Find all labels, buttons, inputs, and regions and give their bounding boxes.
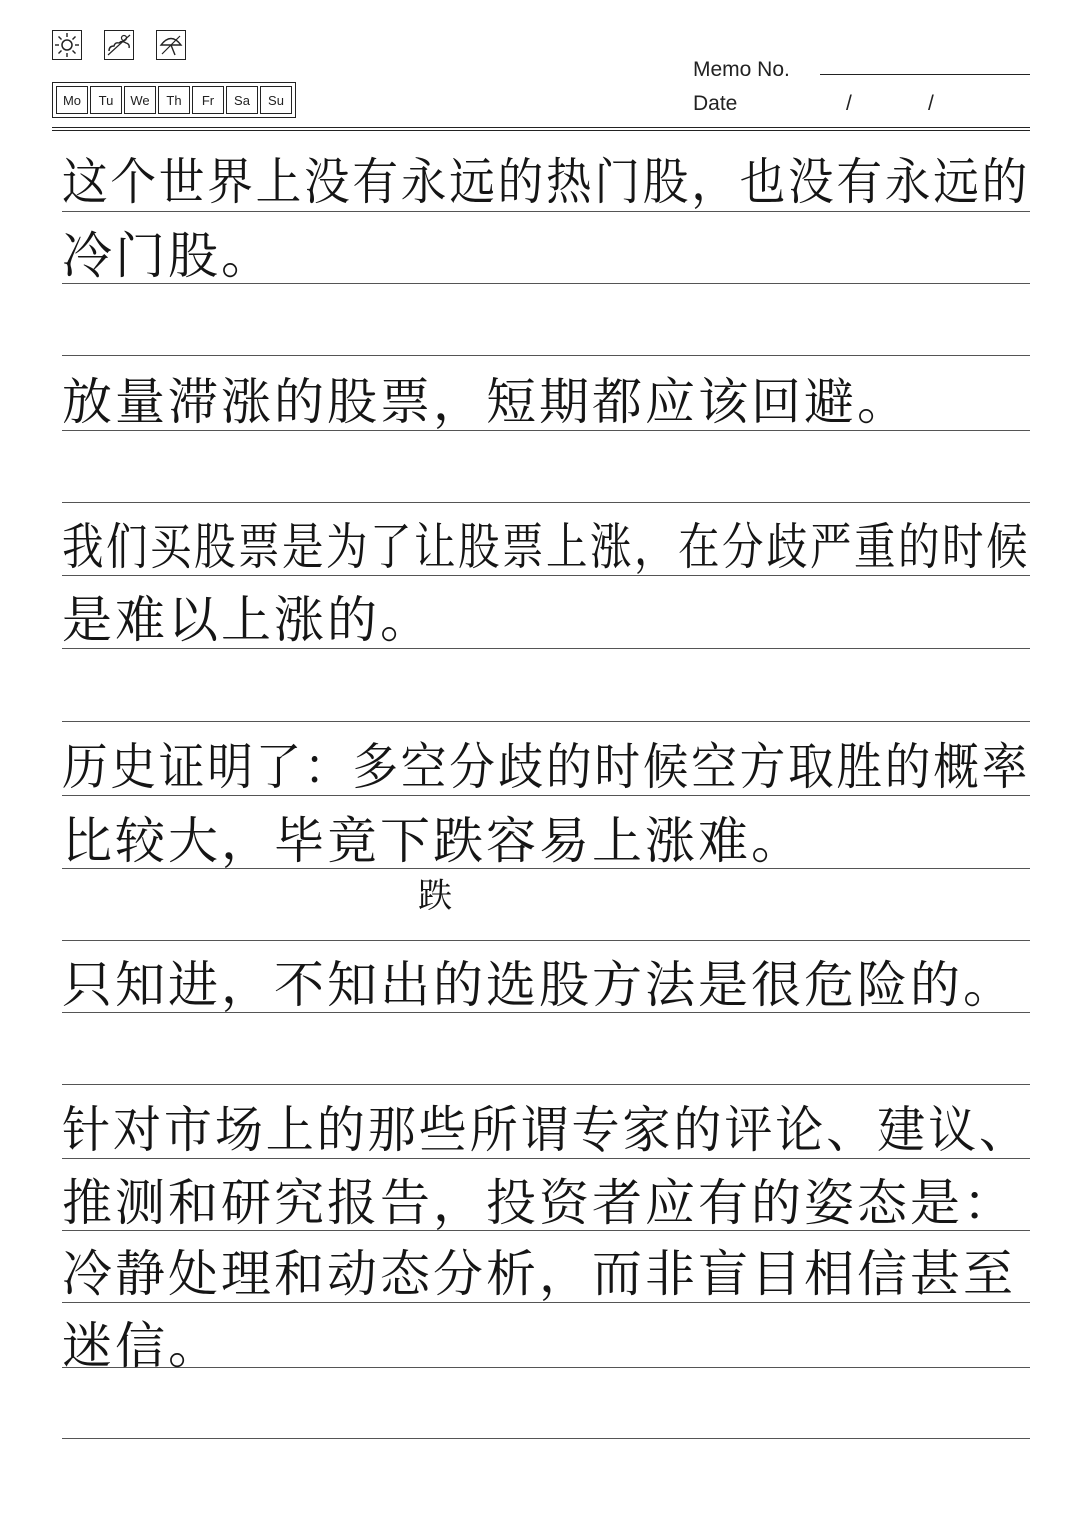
weekday-th: Th bbox=[158, 86, 190, 114]
ruled-line bbox=[62, 1438, 1030, 1439]
date-label: Date bbox=[693, 92, 738, 115]
note-1-line-2: 冷门股。 bbox=[62, 227, 274, 285]
ruled-line bbox=[62, 940, 1030, 941]
note-4-line-2: 比较大，毕竟下跌容易上涨难。 bbox=[62, 812, 804, 870]
weekday-we: We bbox=[124, 86, 156, 114]
weekday-mo: Mo bbox=[56, 86, 88, 114]
weekday-fr: Fr bbox=[192, 86, 224, 114]
memo-number-label: Memo No. bbox=[693, 58, 790, 81]
ruled-line bbox=[62, 1084, 1030, 1085]
note-2-line-1: 放量滞涨的股票，短期都应该回避。 bbox=[62, 373, 910, 431]
note-4-line-1: 历史证明了：多空分歧的时候空方取胜的概率 bbox=[62, 738, 1030, 796]
note-3-line-2: 是难以上涨的。 bbox=[62, 591, 433, 649]
note-3-line-1: 我们买股票是为了让股票上涨，在分歧严重的时候 bbox=[62, 518, 1030, 576]
weekday-tu: Tu bbox=[90, 86, 122, 114]
header-divider bbox=[52, 127, 1030, 131]
partly-cloudy-icon bbox=[104, 30, 134, 60]
umbrella-icon bbox=[156, 30, 186, 60]
date-separator: / bbox=[846, 92, 852, 115]
note-6-line-1: 针对市场上的那些所谓专家的评论、建议、 bbox=[62, 1101, 1030, 1159]
weekday-su: Su bbox=[260, 86, 292, 114]
note-4-correction: 跌 bbox=[418, 876, 452, 916]
sun-icon bbox=[52, 30, 82, 60]
note-6-line-4: 迷信。 bbox=[62, 1317, 221, 1375]
note-5-line-1: 只知进，不知出的选股方法是很危险的。 bbox=[62, 956, 1016, 1014]
weekday-selector bbox=[52, 82, 296, 118]
ruled-line bbox=[62, 502, 1030, 503]
ruled-line bbox=[62, 355, 1030, 356]
weekday-sa: Sa bbox=[226, 86, 258, 114]
ruled-line bbox=[62, 721, 1030, 722]
date-separator: / bbox=[928, 92, 934, 115]
note-6-line-2: 推测和研究报告，投资者应有的姿态是： bbox=[62, 1174, 1016, 1232]
note-1-line-1: 这个世界上没有永远的热门股，也没有永远的 bbox=[62, 153, 1030, 211]
memo-number-field bbox=[820, 74, 1030, 75]
weather-icons bbox=[52, 30, 186, 60]
note-6-line-3: 冷静处理和动态分析，而非盲目相信甚至 bbox=[62, 1245, 1016, 1303]
